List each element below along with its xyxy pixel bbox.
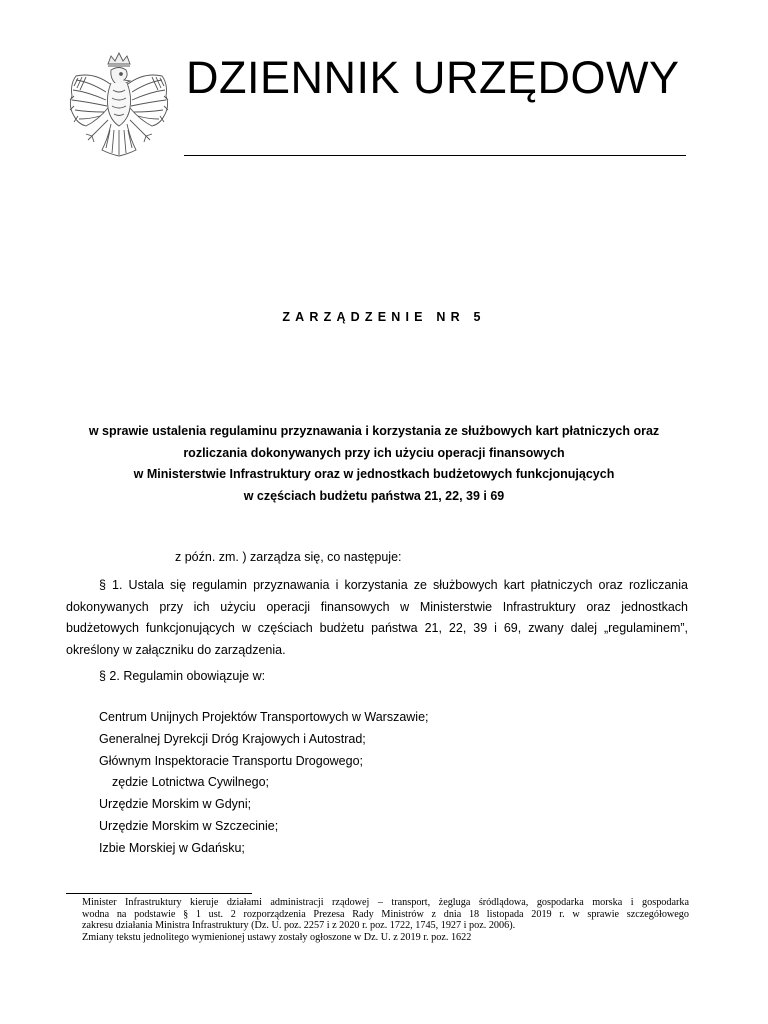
footnote-1 bbox=[82, 897, 689, 932]
paragraph-line: dokonywanych przy ich użyciu operacji finansowych w Ministerstwie Infrastruktury oraz jednostkach bbox=[66, 599, 688, 614]
footnote-line: wodna na podstawie § 1 ust. 2 rozporządzenia Prezesa Rady Ministrów z dnia 18 listopada 2019 r. w sprawie szczegółowego bbox=[82, 908, 689, 920]
list-item: Centrum Unijnych Projektów Transportowych w Warszawie; bbox=[99, 710, 429, 724]
list-item: Generalnej Dyrekcji Dróg Krajowych i Autostrad; bbox=[99, 731, 366, 746]
preamble-text: z późn. zm. ) zarządza się, co następuje: bbox=[175, 550, 402, 564]
paragraph-1 bbox=[66, 575, 688, 661]
subject-line: w częściach budżetu państwa 21, 22, 39 i 69 bbox=[243, 488, 505, 503]
paragraph-2: § 2. Regulamin obowiązuje w: bbox=[99, 669, 266, 683]
polish-eagle-emblem-icon bbox=[64, 50, 174, 168]
document-title: ZARZĄDZENIE NR 5 bbox=[282, 310, 486, 324]
document-subject bbox=[60, 421, 688, 507]
masthead-title: DZIENNIK URZĘDOWY bbox=[186, 52, 680, 103]
masthead-divider bbox=[184, 155, 686, 156]
subject-line: w Ministerstwie Infrastruktury oraz w jednostkach budżetowych funkcjonujących bbox=[133, 467, 615, 481]
subject-line: w sprawie ustalenia regulaminu przyznawania i korzystania ze służbowych kart płatniczych oraz bbox=[88, 424, 660, 438]
footnote-line: Minister Infrastruktury kieruje działami administracji rządowej – transport, żegluga śródlądowa, gospodarka morska i gospodarka bbox=[82, 897, 689, 908]
paragraph-line: określony w załączniku do zarządzenia. bbox=[66, 642, 286, 657]
subject-line: rozliczania dokonywanych przy ich użyciu operacji finansowych bbox=[183, 445, 565, 460]
footnote-divider bbox=[66, 893, 252, 894]
paragraph-line: budżetowych funkcjonujących w częściach budżetu państwa 21, 22, 39 i 69, zwany dalej „regulaminem”, bbox=[66, 621, 688, 635]
list-item: Izbie Morskiej w Gdańsku; bbox=[99, 840, 245, 855]
paragraph-line: § 1. Ustala się regulamin przyznawania i korzystania ze służbowych kart płatniczych oraz rozliczania bbox=[99, 578, 688, 592]
footnote-2: Zmiany tekstu jednolitego wymienionej ustawy zostały ogłoszone w Dz. U. z 2019 r. poz. 1622 bbox=[82, 931, 472, 943]
list-item: Urzędzie Morskim w Szczecinie; bbox=[99, 818, 279, 833]
footnote-line: zakresu działania Ministra Infrastruktury (Dz. U. poz. 2257 i z 2020 r. poz. 1722, 1745, 1927 i poz. 2006). bbox=[82, 920, 516, 932]
list-item: zędzie Lotnictwa Cywilnego; bbox=[112, 775, 270, 790]
footnotes bbox=[82, 897, 689, 943]
list-item: Głównym Inspektoracie Transportu Drogowego; bbox=[99, 753, 364, 768]
list-item: Urzędzie Morskim w Gdyni; bbox=[99, 797, 252, 812]
units-list bbox=[99, 707, 429, 860]
